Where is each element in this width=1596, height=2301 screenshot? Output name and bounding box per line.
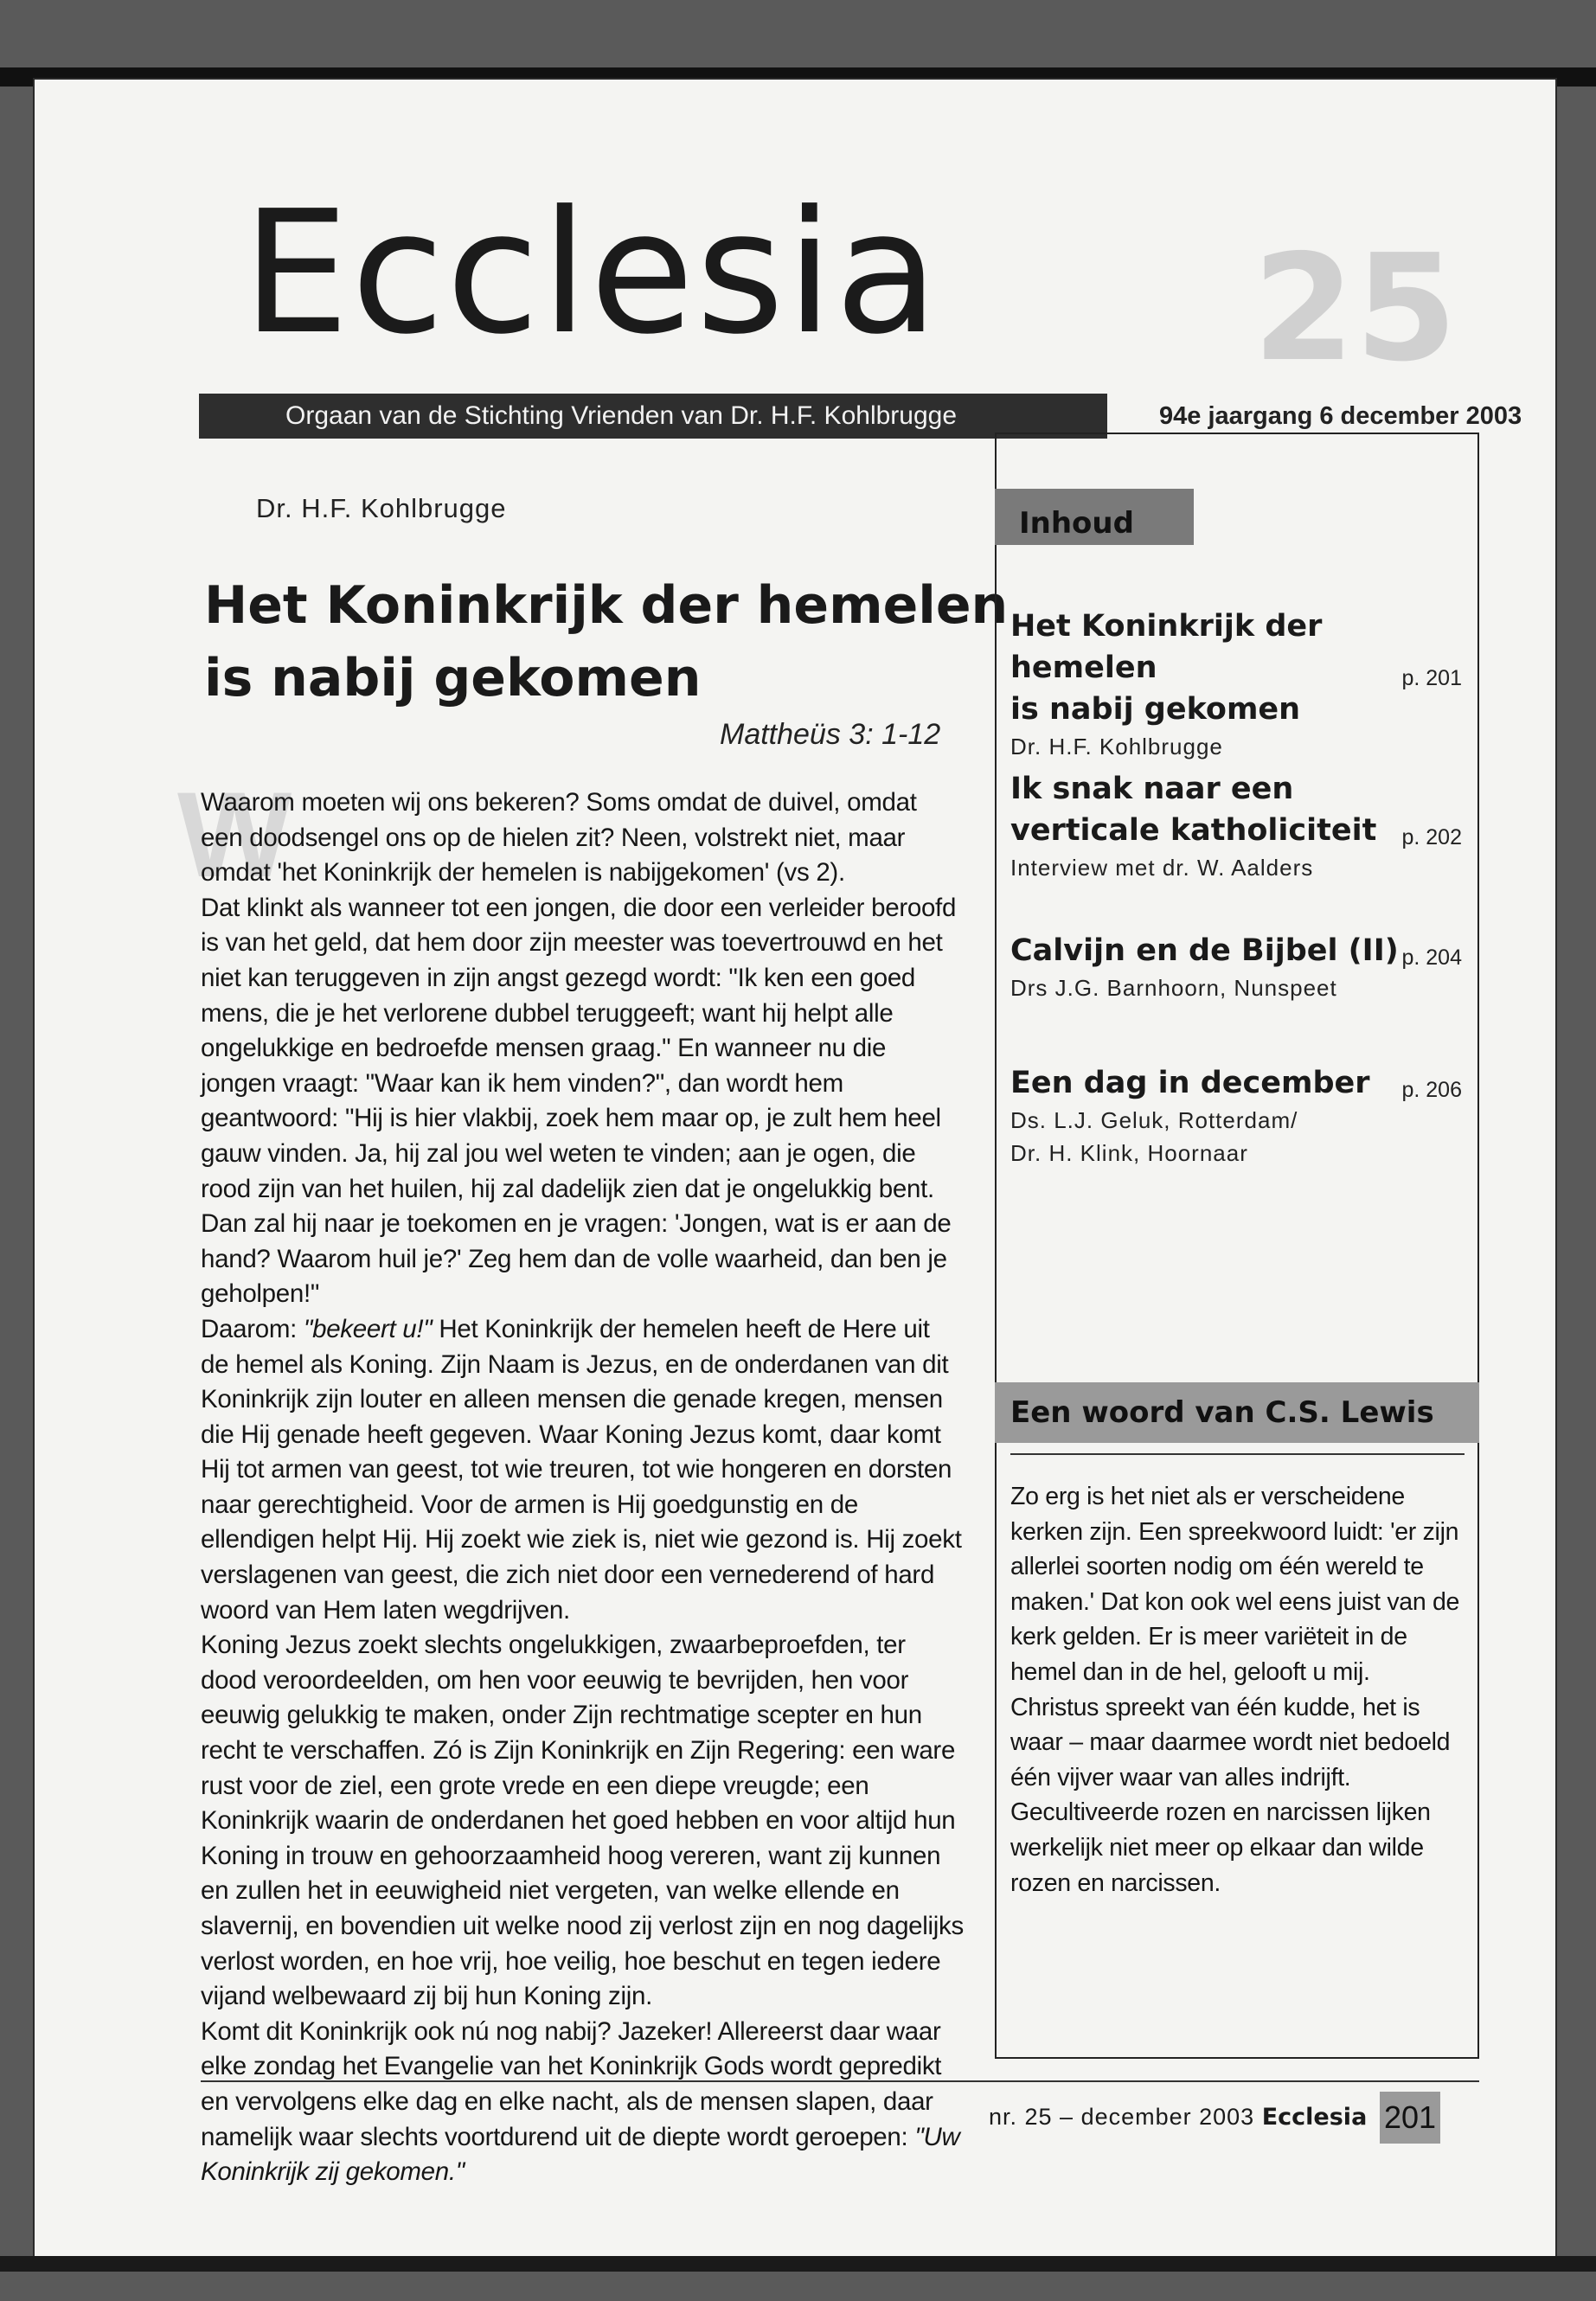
p3-lead: Daarom: — [201, 1314, 304, 1343]
article-author: Dr. H.F. Kohlbrugge — [256, 493, 507, 523]
lewis-quote: Zo erg is het niet als er verscheidene kerken zijn. Een spreekwoord luidt: 'er zijn allerlei soorten nodig om één wereld te maken.' Dat kon ook wel eens juist van de kerk gelden. Er is meer variëteit in de hemel dan in de hel, gelooft u mij. Christus spreekt van één kudde, het is waar – maar daarmee wordt niet bedoeld één vijver waar van alles indrijft. Gecultiveerde rozen en narcissen lijken werkelijk niet meer op elkaar dan wilde rozen en narcissen. — [1010, 1483, 1460, 1897]
toc-author-2: Dr. H. Klink, Hoornaar — [1010, 1140, 1248, 1166]
issue-date: 94e jaargang 6 december 2003 — [1159, 402, 1522, 430]
toc-item-4[interactable] — [1010, 1062, 1460, 1170]
p3-emphasis: "bekeert u!" — [303, 1314, 433, 1343]
toc-page: p. 206 — [1401, 1078, 1462, 1102]
toc-author: Dr. H.F. Kohlbrugge — [1010, 734, 1223, 760]
paragraph-4: Koning Jezus zoekt slechts ongelukkigen, zwaarbeproefden, ter dood veroordeelden, om hen voor eeuwig te bevrijden, hen voor eeuwig gelukkig te maken, onder Zijn rechtmatige scepter en hun recht te verschaffen. Zó is Zijn Koninkrijk en Zijn Regering: een ware rust voor de ziel, een grote vrede en een diepe vreugde; een Koninkrijk waarin de onderdanen het goed hebben en voor altijd hun Koning in trouw en gehoorzaamheid hoog vereren, want zij kunnen en zullen het in eeuwigheid niet vergeten, van welke ellende en slavernij, en bovendien uit welke nood zij verlost zijn en nog dagelijks verlost worden, en hoe vrij, hoe veilig, hoe beschut en tegen iedere vijand welbewaard zij bij hun Koning zijn. — [201, 1631, 964, 2011]
toc-title-2: verticale katholiciteit — [1010, 813, 1377, 848]
scan-bottom-edge — [0, 2256, 1596, 2272]
toc-author: Interview met dr. W. Aalders — [1010, 855, 1314, 881]
paragraph-5 — [201, 2015, 964, 2190]
issue-number: 25 — [1253, 223, 1458, 394]
organ-text: Orgaan van de Stichting Vrienden van Dr. H.F. Kohlbrugge — [285, 401, 958, 430]
footer-issue-text: nr. 25 – december 2003 — [989, 2104, 1255, 2130]
toc-item-1[interactable] — [1010, 606, 1460, 763]
article-body — [201, 785, 964, 2190]
masthead-title: Ecclesia — [242, 175, 941, 372]
organ-banner — [199, 394, 1107, 439]
p5-emphasis: "Uw Koninkrijk zij gekomen." — [201, 2122, 960, 2187]
p3-rest: Het Koninkrijk der hemelen heeft de Here uit de hemel als Koning. Zijn Naam is Jezus, en de onderdanen van dit Koninkrijk zijn louter en alleen mensen die genade kregen, mensen die Hij genade heeft gegeven. Waar Koning Jezus komt, daar komt Hij tot armen van geest, tot wie treuren, tot wie hongeren en dorsten naar gerechtigheid. Voor de armen is Hij goedgunstig en de ellendigen helpt Hij. Hij zoekt wie ziek is, niet wie gezond is. Hij zoekt verslagenen van geest, die zich niet door een vernederend of hard woord van Hem laten wegdrijven. — [201, 1314, 962, 1625]
footer-brand: Ecclesia — [1261, 2104, 1368, 2131]
toc-title-2: is nabij gekomen — [1010, 692, 1301, 727]
headline-line-2: is nabij gekomen — [204, 648, 702, 708]
footer-issue — [989, 2104, 1367, 2131]
toc-page: p. 204 — [1401, 945, 1462, 970]
footer-rule — [201, 2080, 1479, 2082]
article-headline — [204, 569, 1008, 715]
lewis-divider — [1010, 1453, 1465, 1455]
toc-title: Het Koninkrijk der hemelen — [1010, 609, 1323, 685]
p5-lead: Komt dit Koninkrijk ook nú nog nabij? Jazeker! Allereerst daar waar elke zondag het Evangelie van het Koninkrijk Gods wordt gepredikt en vervolgens elke dag en elke nacht, als de mensen slapen, daar namelijk waar slechts voortdurend uit de diepte wordt geroepen: — [201, 2016, 942, 2151]
toc-title: Ik snak naar een — [1010, 772, 1294, 806]
toc-title: Een dag in december — [1010, 1066, 1370, 1100]
page-number: 201 — [1380, 2092, 1440, 2144]
toc-item-3[interactable] — [1010, 930, 1460, 1004]
toc-page: p. 202 — [1401, 825, 1462, 849]
headline-line-1: Het Koninkrijk der hemelen — [204, 575, 1009, 636]
scripture-reference: Mattheüs 3: 1-12 — [720, 718, 941, 751]
lewis-title: Een woord van C.S. Lewis — [1010, 1395, 1434, 1430]
toc-author: Ds. L.J. Geluk, Rotterdam/ — [1010, 1107, 1298, 1133]
contents-label: Inhoud — [995, 489, 1194, 545]
toc-author: Drs J.G. Barnhoorn, Nunspeet — [1010, 975, 1337, 1001]
toc-item-2[interactable] — [1010, 768, 1460, 884]
drop-cap: W — [177, 766, 292, 902]
toc-title: Calvijn en de Bijbel (II) — [1010, 933, 1399, 968]
paragraph-1: Waarom moeten wij ons bekeren? Soms omdat de duivel, omdat een doodsengel ons op de hielen zit? Neen, volstrekt niet, maar omdat 'het Koninkrijk der hemelen is nabijgekomen' (vs 2). — [201, 788, 917, 888]
paragraph-3 — [201, 1312, 964, 1628]
toc-page: p. 201 — [1401, 666, 1462, 690]
paragraph-2: Dat klinkt als wanneer tot een jongen, die door een verleider beroofd is van het geld, dat hem door zijn meester was toevertrouwd en het niet kan teruggeven in zijn angst gezegd wordt: "Ik ken een goed mens, die je het verlorene dubbel teruggeeft; want hij helpt alle ongelukkige en bedroefde mensen graag." En wanneer nu die jongen vraagt: "Waar kan ik hem vinden?", dan wordt hem geantwoord: "Hij is hier vlakbij, zoek hem maar op, je zult hem heel gauw vinden. Ja, hij zal jou wel weten te vinden; aan je ogen, die rood zijn van het huilen, hij zal dadelijk zien dat je ongelukkig bent. Dan zal hij naar je toekomen en je vragen: 'Jongen, wat is er aan de hand? Waarom huil je?' Zeg hem dan de volle waarheid, dan ben je geholpen!" — [201, 893, 957, 1309]
